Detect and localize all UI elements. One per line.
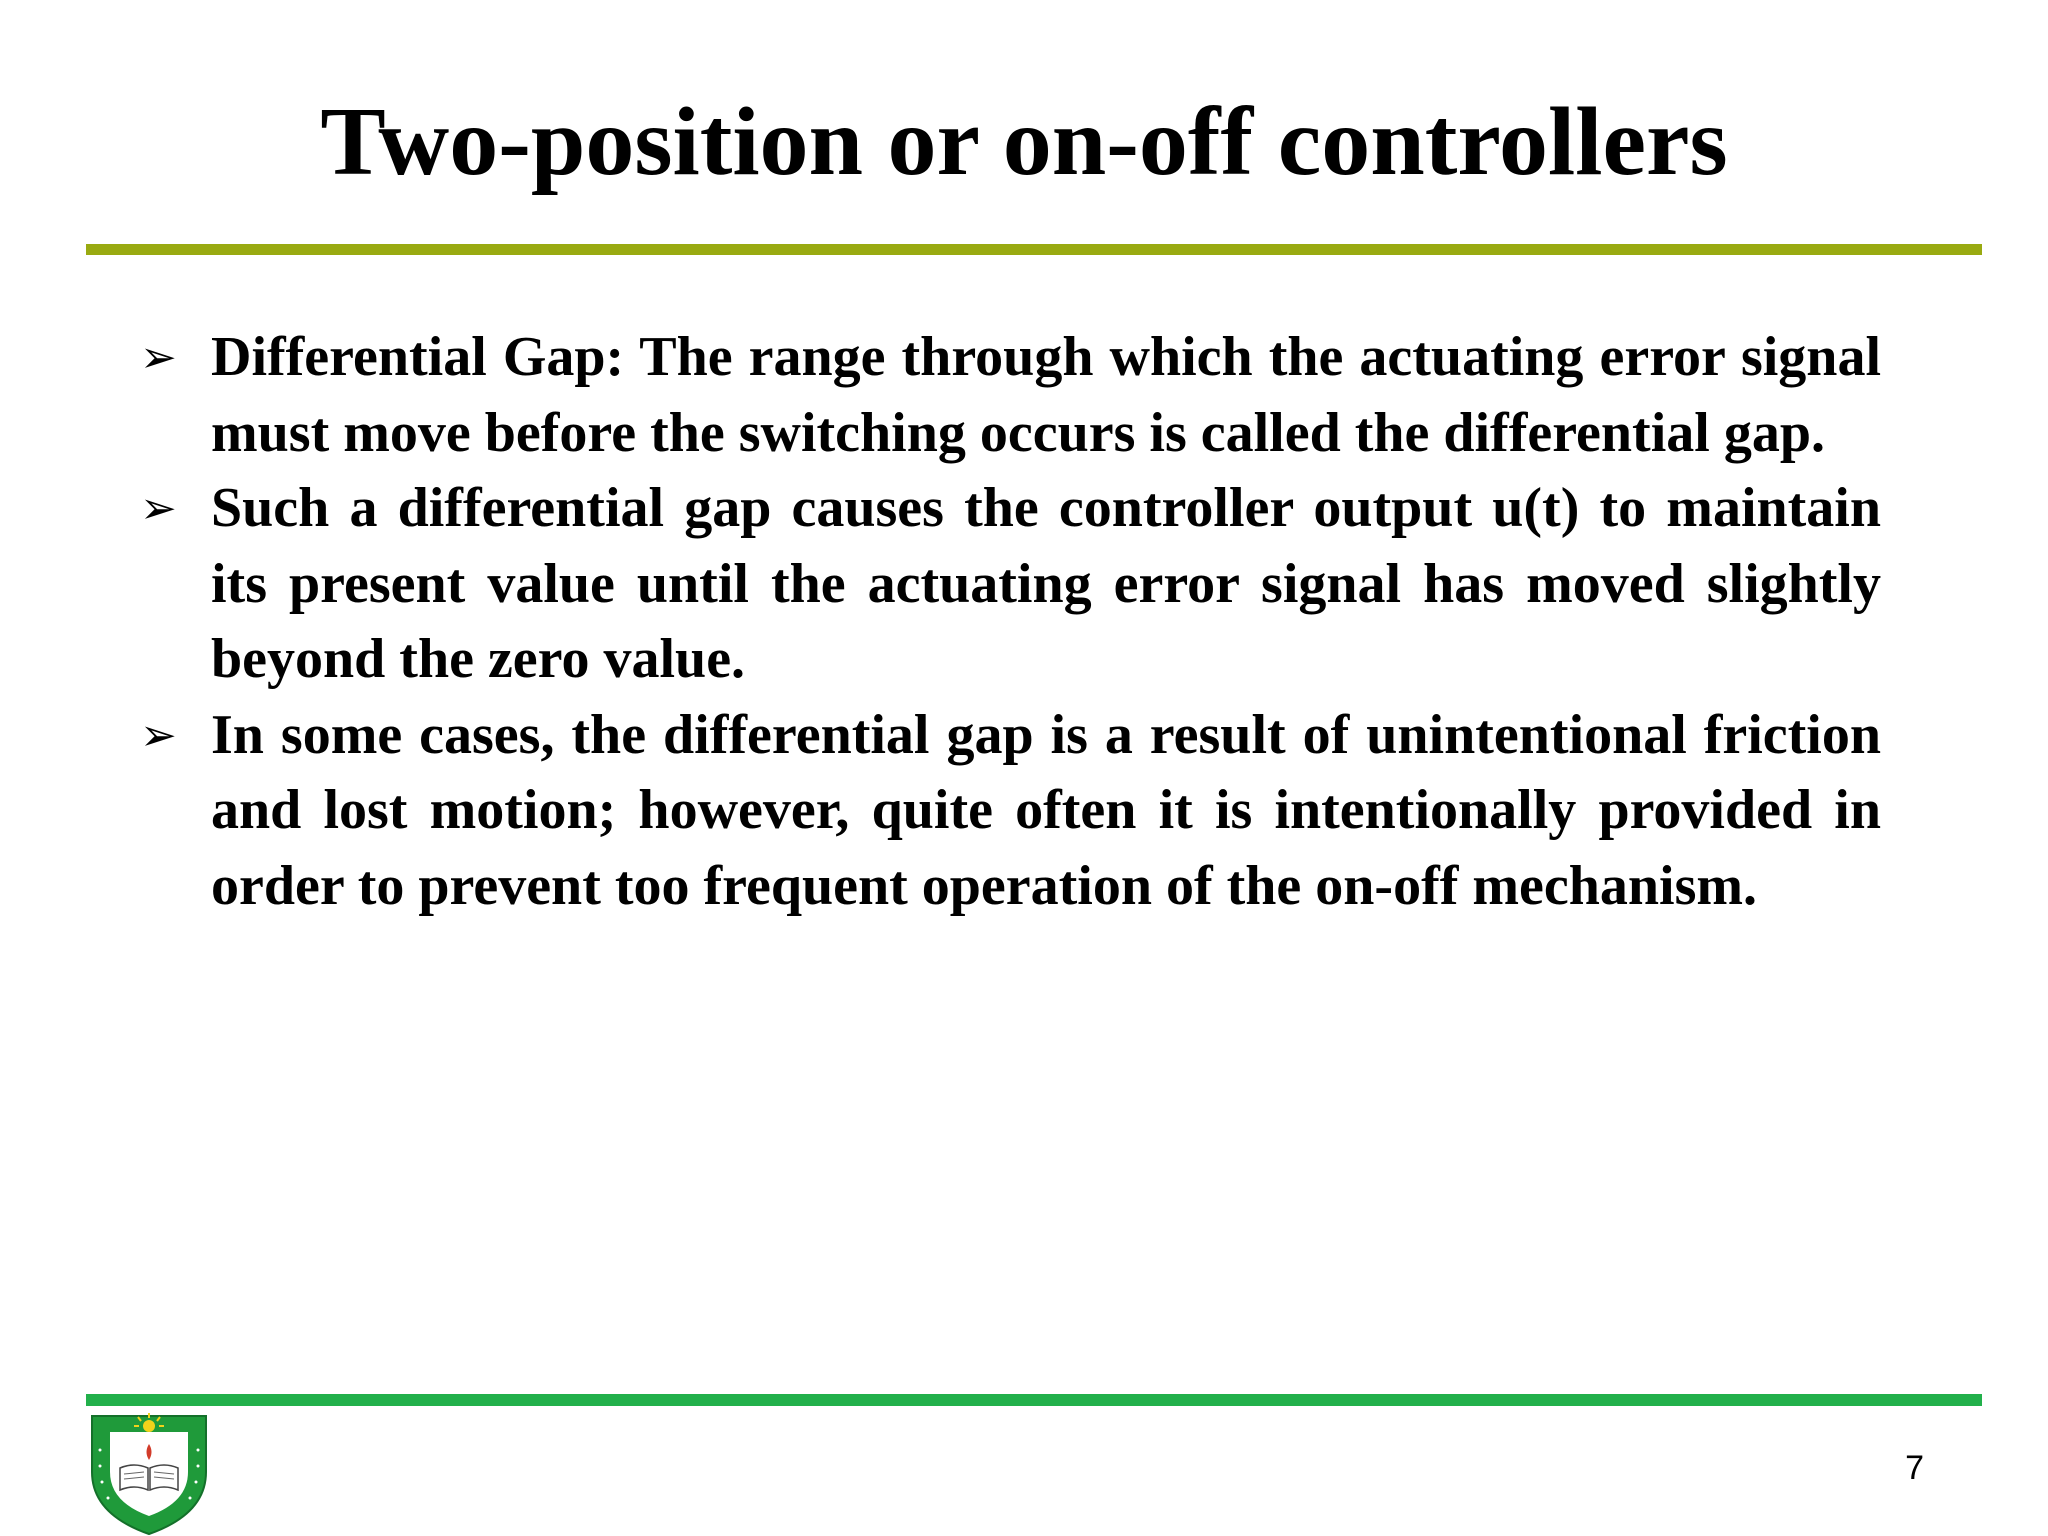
bullet-text: Such a differential gap causes the controller output u(t) to maintain its present value until the actuating error signal has moved slightly beyond the zero value. [211, 477, 1881, 690]
bullet-list [136, 320, 1881, 924]
title-divider [86, 244, 1982, 255]
bullet-item [136, 471, 1881, 698]
slide-title: Two-position or on-off controllers [320, 88, 1728, 196]
footer-divider [86, 1394, 1982, 1406]
bullet-item [136, 698, 1881, 925]
arrowhead-bullet-icon: ➢ [140, 483, 177, 534]
arrowhead-bullet-icon: ➢ [140, 332, 177, 383]
bullet-text: Differential Gap: The range through which the actuating error signal must move before the switching occurs is called the differential gap. [211, 326, 1881, 464]
bullet-item [136, 320, 1881, 471]
page-number: 7 [1905, 1449, 1924, 1487]
university-crest-logo-icon [88, 1410, 210, 1536]
bullet-text: In some cases, the differential gap is a result of unintentional friction and lost motion; however, quite often it is intentionally provided in order to prevent too frequent operation of the on-off mechanism. [211, 703, 1881, 917]
arrowhead-bullet-icon: ➢ [140, 709, 177, 761]
